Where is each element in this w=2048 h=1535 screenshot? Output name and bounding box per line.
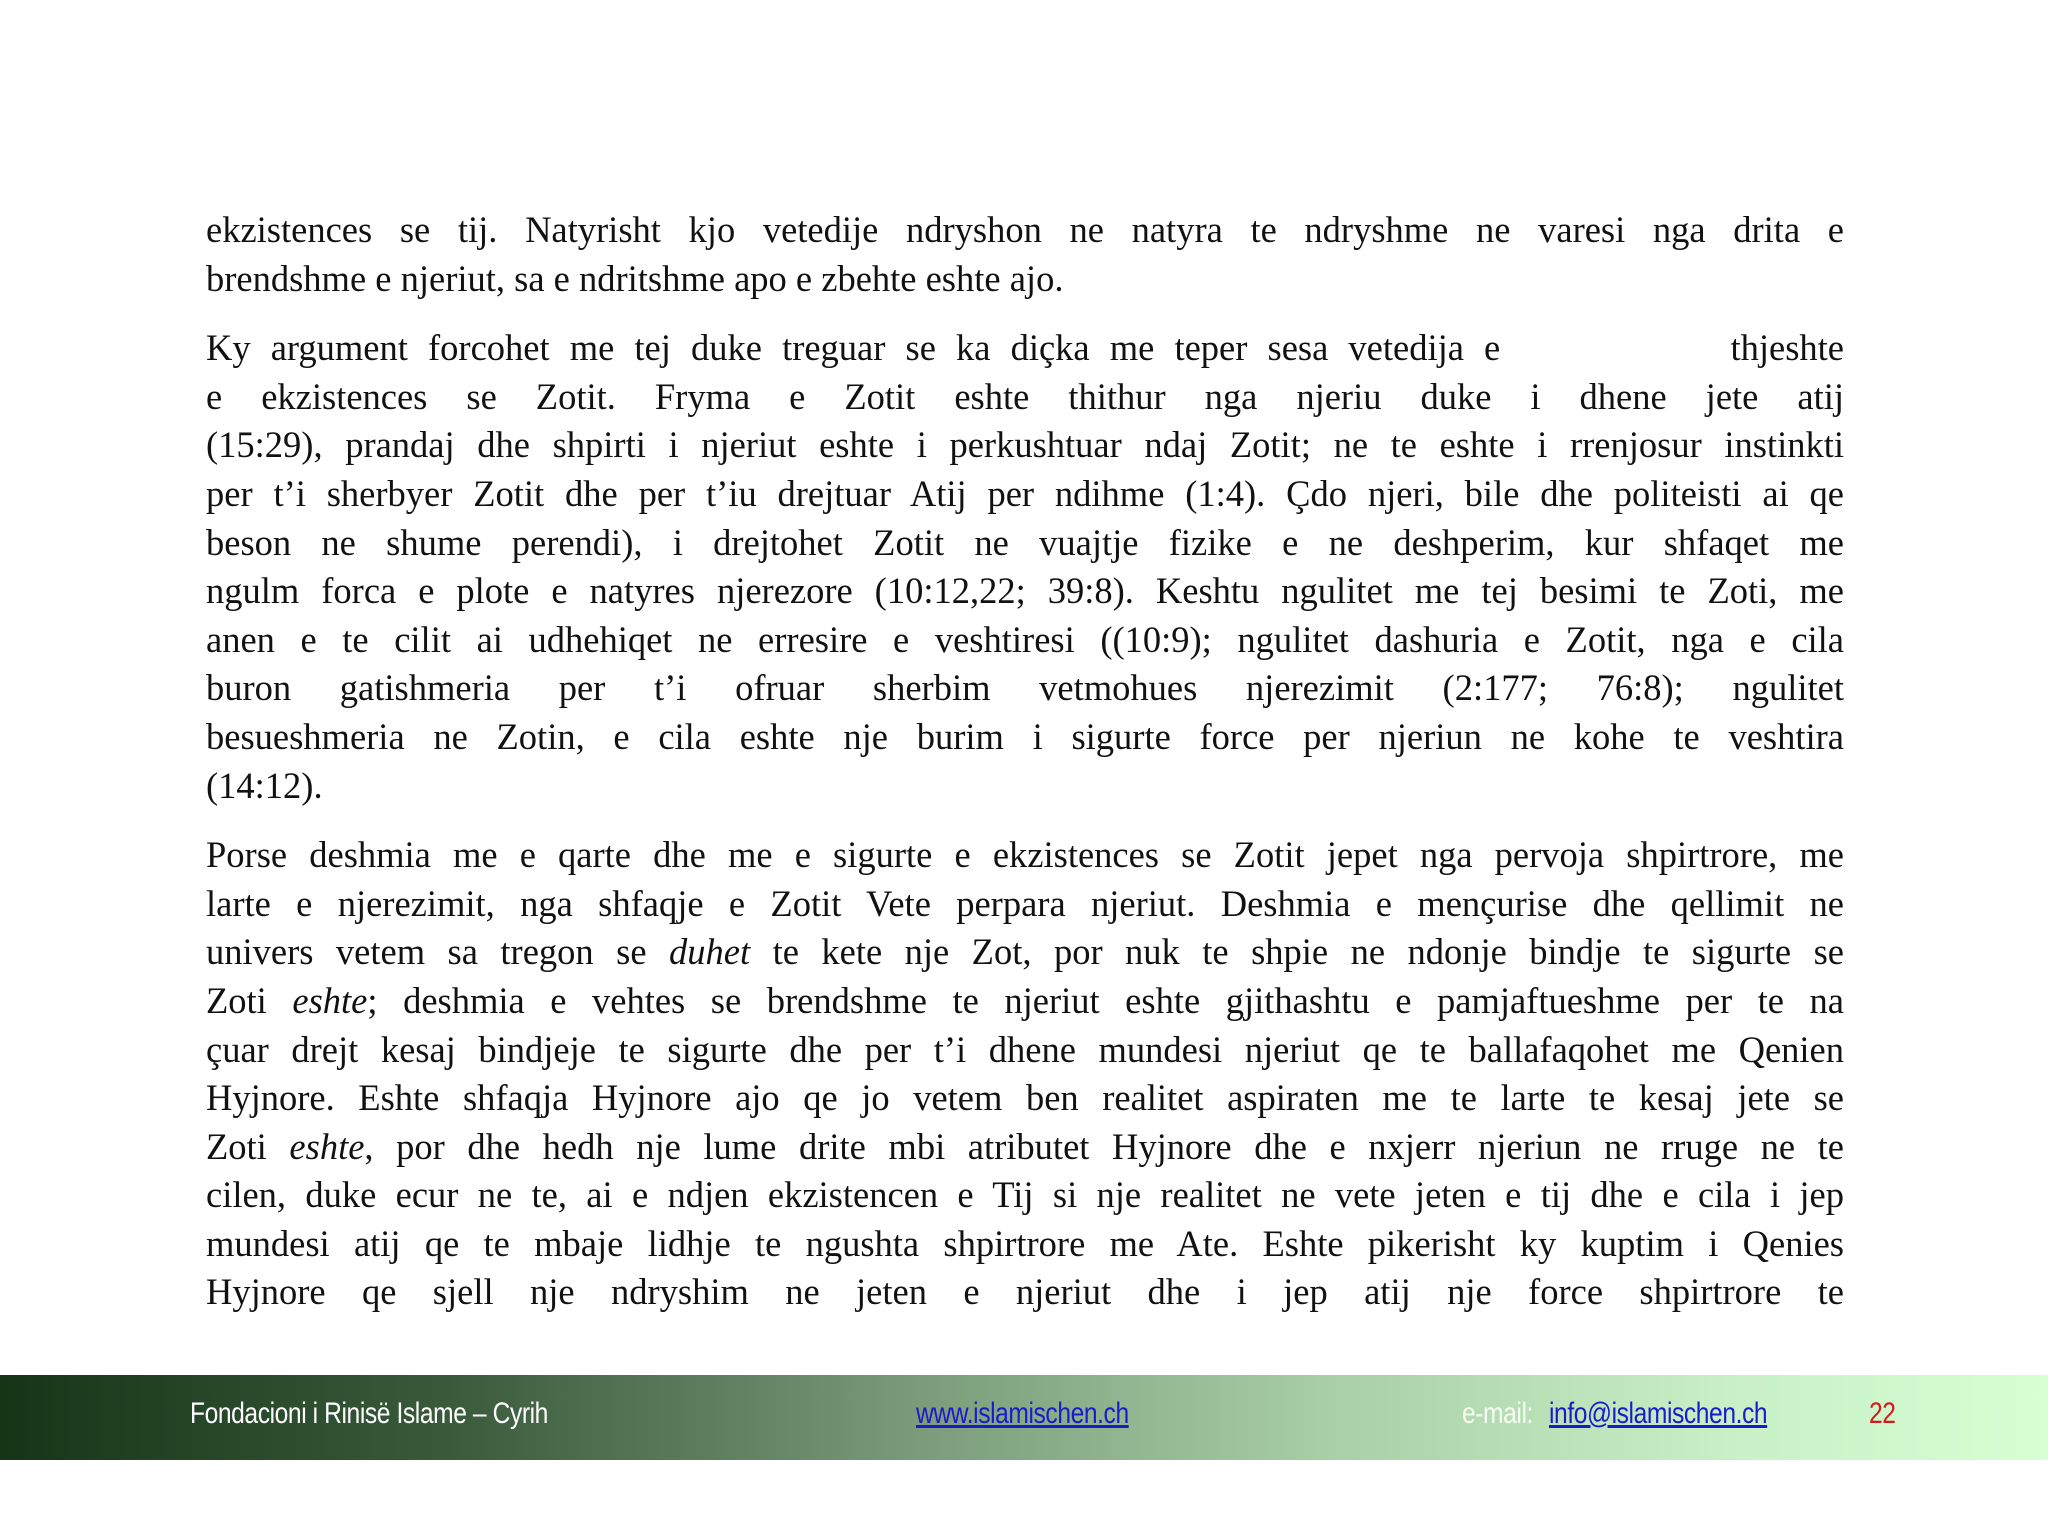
text-line: larte e njerezimit, nga shfaqje e Zotit Vete perpara njeriut. Deshmia e mençurise dhe qellimit ne (206, 882, 1844, 924)
text-line (206, 928, 1844, 977)
text-line (206, 1123, 1844, 1172)
text-line (206, 324, 1844, 373)
footer-organization: Fondacioni i Rinisë Islame – Cyrih (190, 1397, 548, 1430)
text-line: beson ne shume perendi), i drejtohet Zotit ne vuajtje fizike e ne deshperim, kur shfaqet me (206, 521, 1844, 563)
text-segment: , por dhe hedh nje lume drite mbi atributet Hyjnore dhe e nxjerr njeriun ne rruge ne te (364, 1125, 1845, 1167)
emphasis-text: duhet (669, 931, 751, 973)
emphasis-text: eshte (289, 1125, 365, 1167)
text-segment: Zoti (206, 979, 267, 1021)
text-line: ngulm forca e plote e natyres njerezore (10:12,22; 39:8). Keshtu ngulitet me tej besimi te Zoti, me (206, 570, 1844, 612)
text-segment: Ky argument forcohet me tej duke treguar se ka diçka me teper sesa vetedija e (206, 327, 1501, 369)
text-line: besueshmeria ne Zotin, e cila eshte nje burim i sigurte force per njeriun ne kohe te veshtira (206, 715, 1844, 757)
footer-email-label: e-mail: (1462, 1397, 1533, 1430)
page-number: 22 (1869, 1397, 1896, 1430)
text-segment: ; deshmia e vehtes se brendshme te njeriut eshte gjithashtu e pamjaftueshme per te na (367, 979, 1845, 1021)
footer-website-link[interactable]: www.islamischen.ch (916, 1397, 1129, 1430)
text-line: (14:12). (206, 764, 323, 806)
text-line: e ekzistences se Zotit. Fryma e Zotit eshte thithur nga njeriu duke i dhene jete atij (206, 375, 1844, 417)
paragraph-1 (206, 206, 1844, 303)
paragraph-3 (206, 831, 1844, 1317)
text-segment: univers vetem sa tregon se (206, 931, 647, 973)
text-line: çuar drejt kesaj bindjeje te sigurte dhe per t’i dhene mundesi njeriut qe te ballafaqohet me Qenien (206, 1028, 1844, 1070)
text-line: mundesi atij qe te mbaje lidhje te ngushta shpirtrore me Ate. Eshte pikerisht ky kuptim i Qenies (206, 1222, 1844, 1264)
text-line: anen e te cilit ai udhehiqet ne erresire e veshtiresi ((10:9); ngulitet dashuria e Zotit, nga e cila (206, 618, 1844, 660)
footer-email-link[interactable]: info@islamischen.ch (1549, 1397, 1768, 1430)
text-line (206, 977, 1844, 1026)
text-line: Hyjnore qe sjell nje ndryshim ne jeten e njeriut dhe i jep atij nje force shpirtrore te (206, 1271, 1844, 1313)
emphasis-text: eshte (292, 979, 368, 1021)
text-line: ekzistences se tij. Natyrisht kjo vetedije ndryshon ne natyra te ndryshme ne varesi nga drita e (206, 209, 1844, 250)
document-body (206, 206, 1844, 1338)
text-line: cilen, duke ecur ne te, ai e ndjen ekzistencen e Tij si nje realitet ne vete jeten e tij dhe e cila i jep (206, 1174, 1844, 1216)
text-line: Hyjnore. Eshte shfaqja Hyjnore ajo qe jo vetem ben realitet aspiraten me te larte te kesaj jete se (206, 1077, 1844, 1119)
paragraph-2 (206, 324, 1844, 810)
text-line: buron gatishmeria per t’i ofruar sherbim vetmohues njerezimit (2:177; 76:8); ngulitet (206, 667, 1844, 709)
page-footer (0, 1375, 2048, 1460)
text-line: brendshme e njeriut, sa e ndritshme apo e zbehte eshte ajo. (206, 257, 1064, 299)
text-segment: te kete nje Zot, por nuk te shpie ne ndonje bindje te sigurte se (772, 931, 1844, 973)
text-line: Porse deshmia me e qarte dhe me e sigurte e ekzistences se Zotit jepet nga pervoja shpirtrore, me (206, 834, 1844, 876)
text-line: (15:29), prandaj dhe shpirti i njeriut eshte i perkushtuar ndaj Zotit; ne te eshte i rrenjosur instinkti (206, 424, 1844, 466)
text-line: per t’i sherbyer Zotit dhe per t’iu drejtuar Atij per ndihme (1:4). Çdo njeri, bile dhe politeisti ai qe (206, 472, 1844, 514)
text-segment: thjeshte (1730, 327, 1844, 369)
text-segment: Zoti (206, 1125, 267, 1167)
